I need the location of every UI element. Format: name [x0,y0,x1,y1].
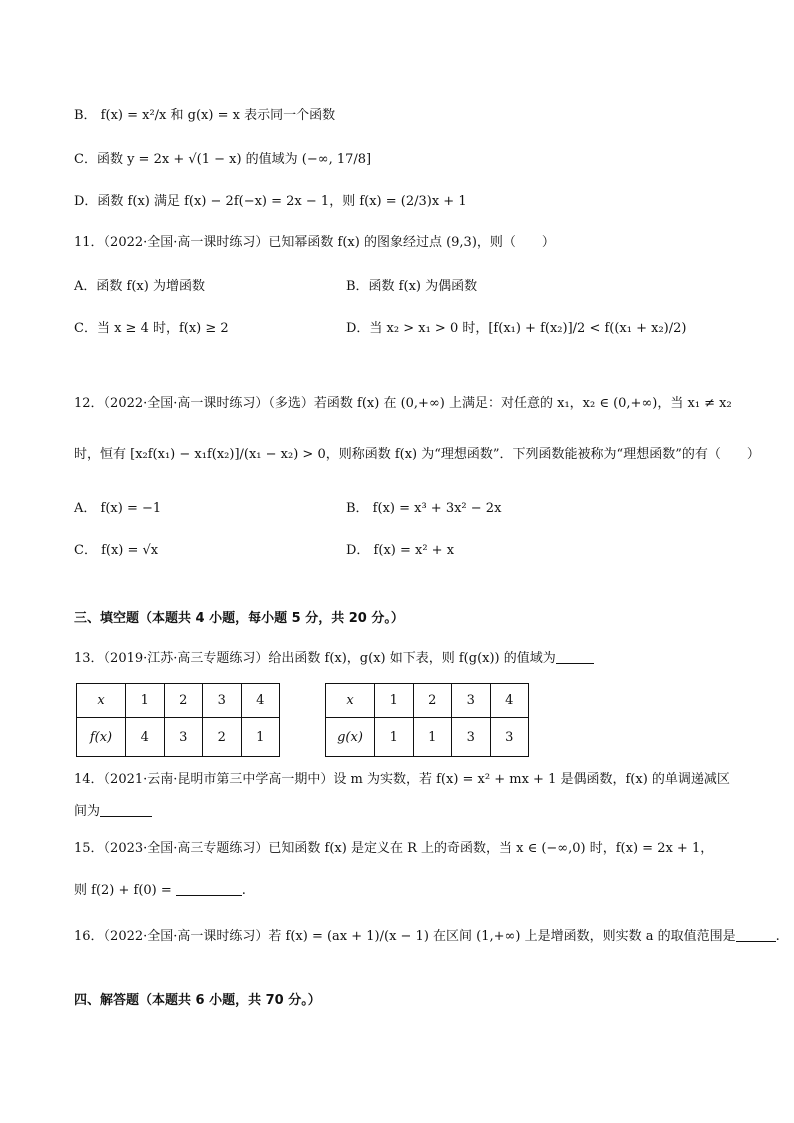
table-cell: 3 [203,684,242,718]
table-cell: 4 [241,684,280,718]
q15-line2-text: 则 f(2) + f(0) = [74,883,172,898]
table-cell: 3 [452,718,491,757]
q11-option-b: B．函数 f(x) 为偶函数 [346,279,478,294]
table-cell: 1 [375,684,414,718]
table-cell: x [326,684,375,718]
q16 [74,929,780,943]
q12-option-b: B． f(x) = x³ + 3x² − 2x [346,501,502,516]
table-cell: 2 [413,684,452,718]
q15-line1: 15．（2023·全国·高三专题练习）已知函数 f(x) 是定义在 R 上的奇函数，当 x ∈ (−∞,0) 时，f(x) = 2x + 1， [74,841,714,856]
answer-blank [100,804,152,817]
q13-stem [74,651,594,665]
q10-option-d: D．函数 f(x) 满足 f(x) − 2f(−x) = 2x − 1，则 f(x) = (2/3)x + 1 [74,194,467,209]
table-f [76,683,280,757]
table-cell: 1 [126,684,165,718]
q12-option-d: D． f(x) = x² + x [346,543,455,558]
q14-line2-text: 间为 [74,804,101,819]
section4-title: 四、解答题（本题共 6 小题，共 70 分。） [74,993,321,1008]
q15-line2 [74,883,246,897]
table-cell: x [77,684,126,718]
table-g [325,683,529,757]
q13-stem-text: 13．（2019·江苏·高三专题练习）给出函数 f(x)，g(x) 如下表，则 f(g(x)) 的值域为 [74,651,556,666]
table-cell: 3 [490,718,529,757]
q12-stem-line2: 时，恒有 [x₂f(x₁) − x₁f(x₂)]/(x₁ − x₂) > 0，则称函数 f(x) 为“理想函数”．下列函数能被称为“理想函数”的有（ ） [74,447,760,462]
answer-blank [176,883,242,896]
q14-line2 [74,804,152,818]
q12-stem-line1: 12．（2022·全国·高一课时练习）（多选）若函数 f(x) 在 (0,+∞) 上满足：对任意的 x₁，x₂ ∈ (0,+∞)，当 x₁ ≠ x₂ [74,396,732,411]
q11-option-d: D．当 x₂ > x₁ > 0 时，[f(x₁) + f(x₂)]/2 < f((x₁ + x₂)/2) [346,321,687,336]
table-cell: 4 [490,684,529,718]
answer-blank [736,929,776,942]
q16-end: . [775,929,780,944]
q12-option-a: A． f(x) = −1 [74,501,162,516]
table-cell: 4 [126,718,165,757]
table-cell: g(x) [326,718,375,757]
table-cell: 3 [452,684,491,718]
q12-option-c: C． f(x) = √x [74,543,159,558]
table-cell: 3 [164,718,203,757]
q10-option-b: B． f(x) = x²/x 和 g(x) = x 表示同一个函数 [74,108,336,123]
table-cell: 2 [203,718,242,757]
table-cell: 1 [241,718,280,757]
section3-title: 三、填空题（本题共 4 小题，每小题 5 分，共 20 分。） [74,611,404,626]
table-cell: 1 [413,718,452,757]
q11-option-a: A．函数 f(x) 为增函数 [74,279,205,294]
q15-line2-end: . [241,883,246,898]
q11-stem: 11．（2022·全国·高一课时练习）已知幂函数 f(x) 的图象经过点 (9,3)，则（ ） [74,235,555,250]
table-cell: 1 [375,718,414,757]
answer-blank [556,651,594,664]
q16-text: 16．（2022·全国·高一课时练习）若 f(x) = (ax + 1)/(x − 1) 在区间 (1,+∞) 上是增函数，则实数 a 的取值范围是 [74,929,736,944]
q14-line1: 14．（2021·云南·昆明市第三中学高一期中）设 m 为实数，若 f(x) = x² + mx + 1 是偶函数，f(x) 的单调递减区 [74,772,730,787]
table-cell: f(x) [77,718,126,757]
table-cell: 2 [164,684,203,718]
q11-option-c: C．当 x ≥ 4 时，f(x) ≥ 2 [74,321,229,336]
q10-option-c: C．函数 y = 2x + √(1 − x) 的值域为 (−∞, 17/8] [74,152,372,167]
